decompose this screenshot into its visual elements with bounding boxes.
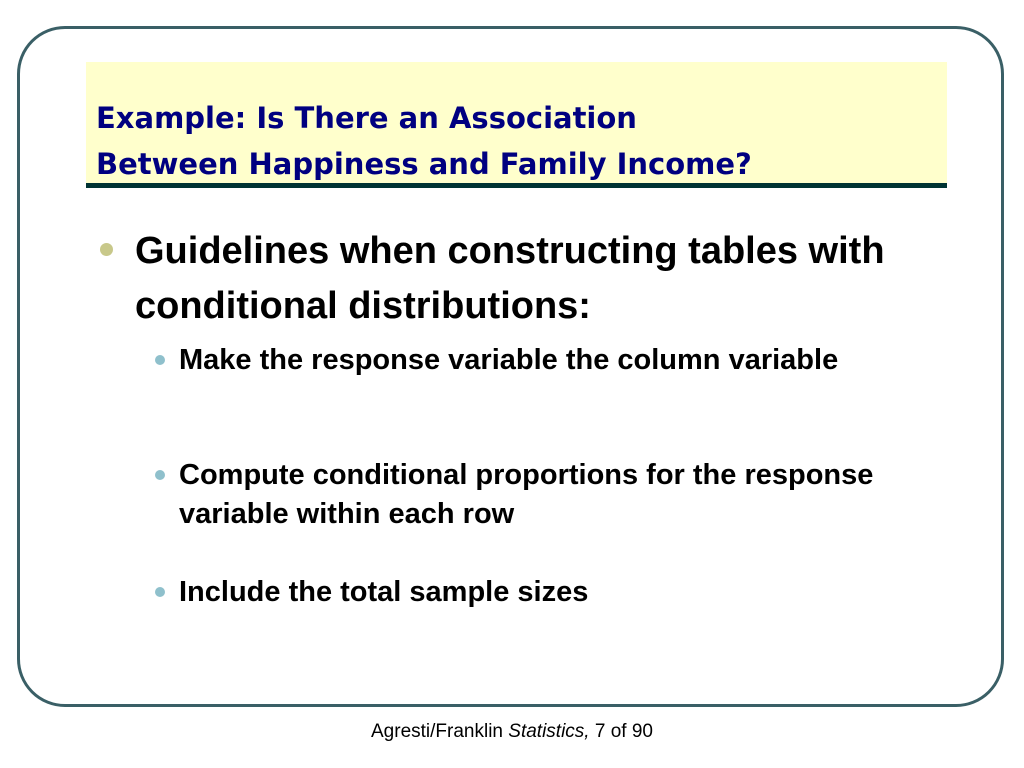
title-band — [86, 62, 947, 188]
slide-title-line-1: Example: Is There an Association — [96, 101, 637, 135]
footer-book-title: Statistics, — [508, 721, 590, 742]
footer-authors: Agresti/Franklin — [371, 721, 503, 742]
sub-bullet-dot-icon — [155, 587, 165, 597]
sub-bullet-dot-icon — [155, 355, 165, 365]
bullet-main-text: Guidelines when constructing tables with conditional distributions: — [135, 230, 885, 327]
slide-footer — [0, 720, 1024, 744]
slide-title-line-2: Between Happiness and Family Income? — [96, 147, 752, 181]
sub-bullet-text: Include the total sample sizes — [179, 576, 589, 608]
bullet-dot-icon — [100, 243, 113, 256]
footer-page-number: 7 of 90 — [594, 721, 653, 742]
sub-bullet-dot-icon — [155, 470, 165, 480]
slide-title — [96, 95, 936, 187]
sub-bullet-text: Compute conditional proportions for the response variable within each row — [179, 459, 874, 530]
sub-bullet-text: Make the response variable the column variable — [179, 344, 839, 376]
